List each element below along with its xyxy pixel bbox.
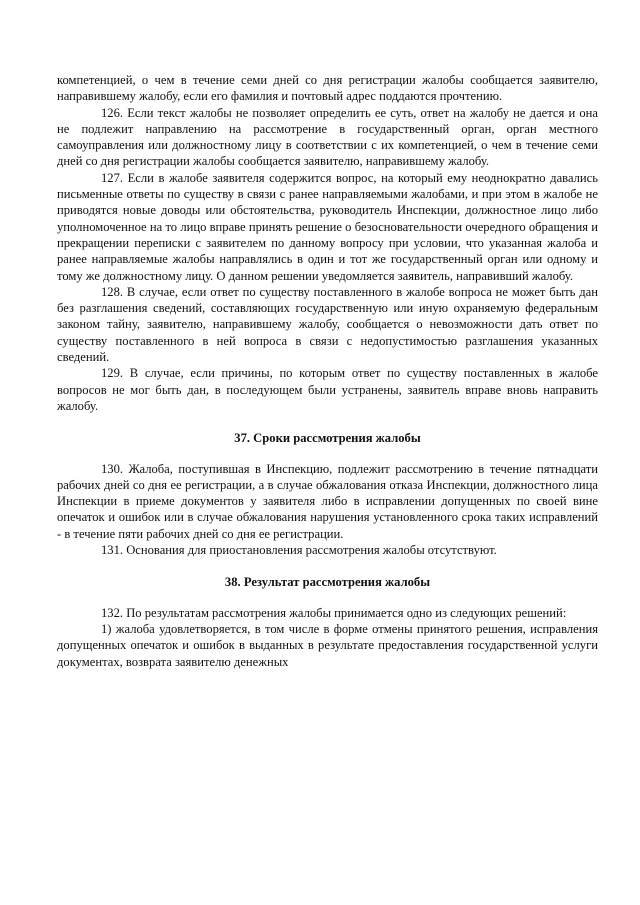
paragraph-132-item-1: 1) жалоба удовлетворяется, в том числе в форме отмены принятого решения, исправления допущенных опечаток и ошибок в выданных в результате предоставления государственной услуги документах, возврата заявителю денежных [57,621,598,669]
paragraph-129: 129. В случае, если причины, по которым ответ по существу поставленных в жалобе вопросов не мог быть дан, в последующем были устранены, заявитель вправе вновь направить жалобу. [57,366,598,413]
paragraph-continuation: компетенцией, о чем в течение семи дней со дня регистрации жалобы сообщается заявителю, направившему жалобу, если его фамилия и почтовый адрес поддаются прочтению. [57,73,598,104]
paragraph-127: 127. Если в жалобе заявителя содержится вопрос, на который ему неоднократно давались письменные ответы по существу в связи с ранее направляемыми жалобами, и при этом в жалобе не приводятся новые доводы или обстоятельства, руководитель Инспекции, должностное лицо либо уполномоченное на то лицо вправе принять решение о безосновательности очередного обращения и прекращении переписки с заявителем по данному вопросу при условии, что указанная жалоба и ранее направляемые жалобы направлялись в один и тот же государственный орган или одному и тому же должностному лицу. О данном решении уведомляется заявитель, направивший жалобу. [57,170,598,283]
paragraph-128: 128. В случае, если ответ по существу поставленного в жалобе вопроса не может быть дан без разглашения сведений, составляющих государственную или иную охраняемую федеральным законом тайну, заявителю, направившему жалобу, сообщается о невозможности дать ответ по существу поставленного в ней вопроса в связи с недопустимостью разглашения указанных сведений. [57,284,598,365]
paragraph-130: 130. Жалоба, поступившая в Инспекцию, подлежит рассмотрению в течение пятнадцати рабочих дней со дня ее регистрации, а в случае обжалования отказа Инспекции, должностного лица Инспекции в приеме документов у заявителя либо в исправлении допущенных по своей вине опечаток и ошибок или в случае обжалования нарушения установленного срока таких исправлений - в течение пяти рабочих дней со дня ее регистрации. [57,461,598,541]
paragraph-131: 131. Основания для приостановления рассмотрения жалобы отсутствуют. [101,543,497,558]
section-37-heading: 37. Сроки рассмотрения жалобы [234,431,421,446]
paragraph-132: 132. По результатам рассмотрения жалобы принимается одно из следующих решений: [101,605,567,620]
document-page [57,72,598,670]
section-38-heading: 38. Результат рассмотрения жалобы [224,575,431,590]
paragraph-126: 126. Если текст жалобы не позволяет определить ее суть, ответ на жалобу не дается и она не подлежит направлению на рассмотрение в государственный орган, орган местного самоуправления или должностному лицу в соответствии с их компетенцией, о чем в течение семи дней со дня регистрации жалобы сообщается заявителю, направившему жалобу. [57,105,598,169]
